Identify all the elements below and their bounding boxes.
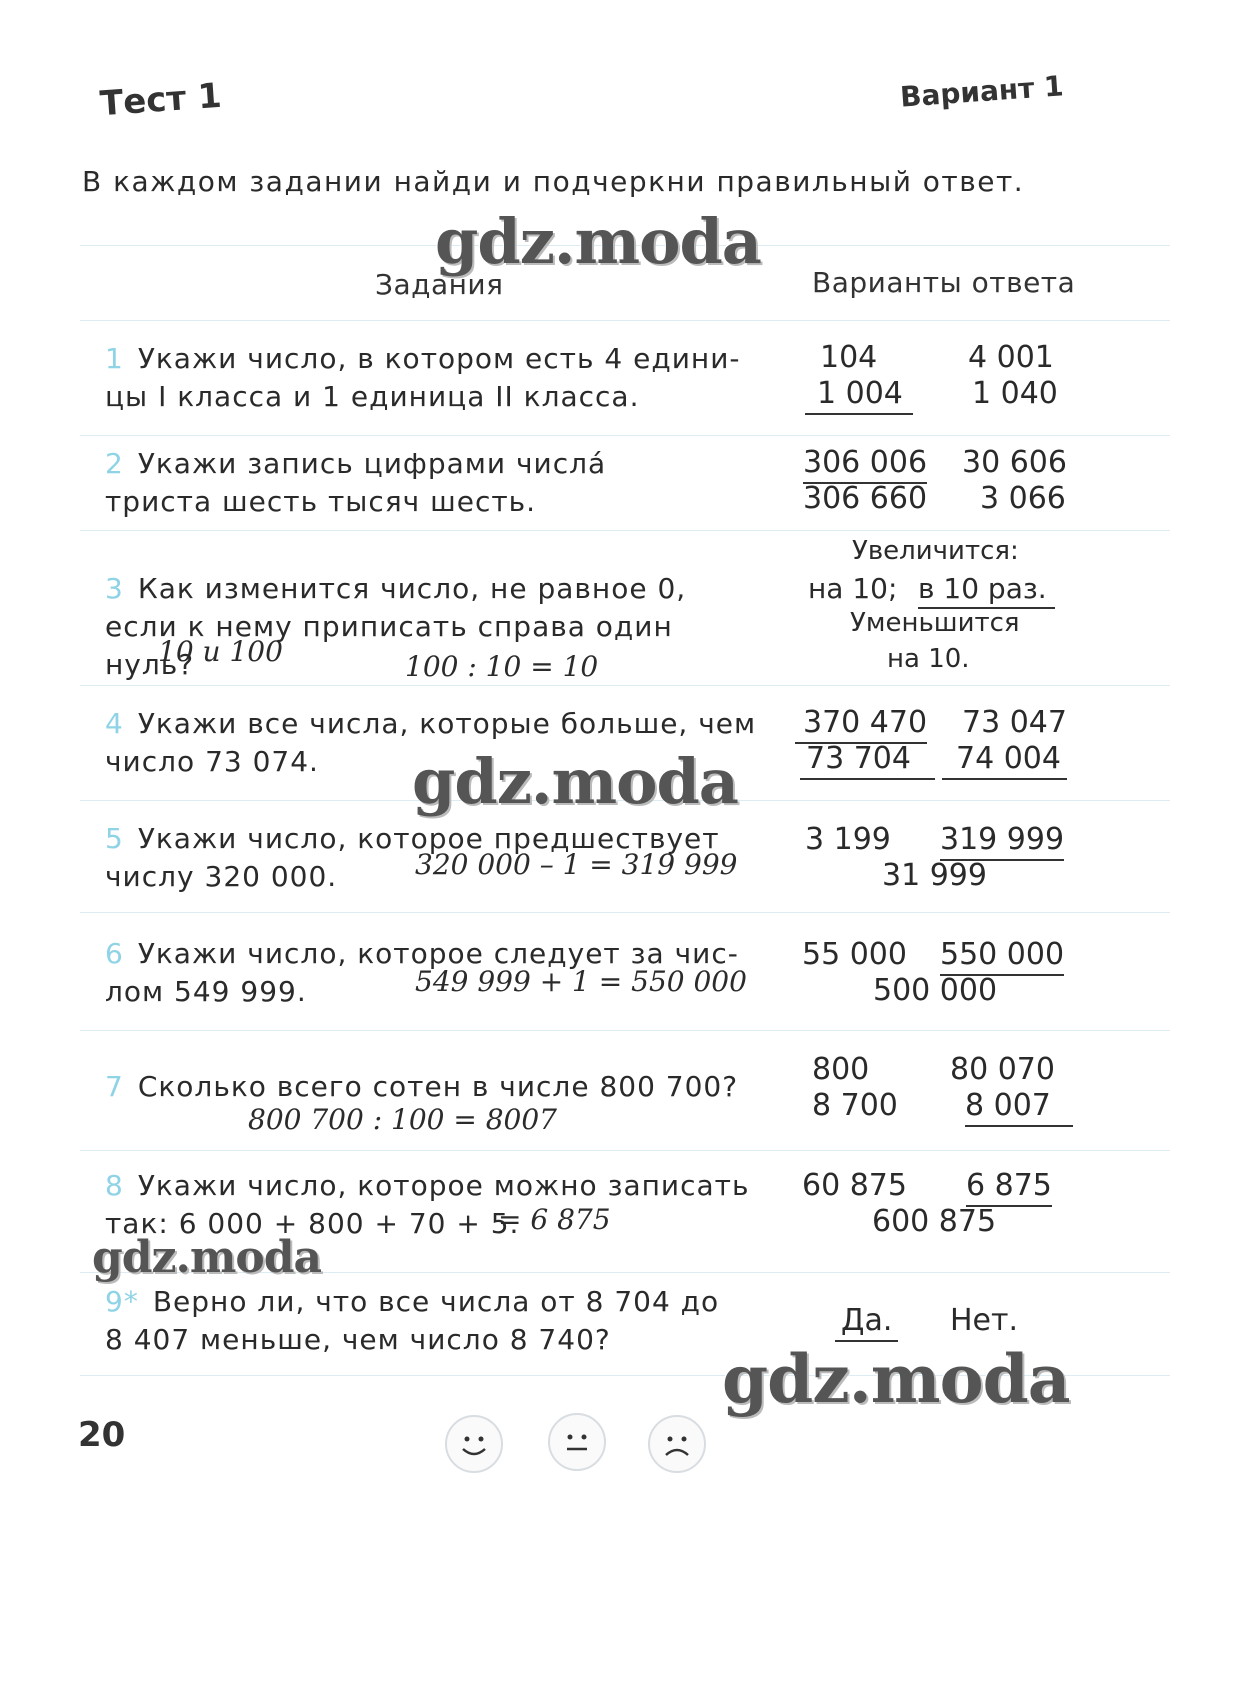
handwritten-note: 549 999 + 1 = 550 000 [415,965,747,998]
task-text: цы I класса и 1 единица II класса. [105,380,640,413]
task-number: 2 [105,447,124,480]
answer-option-underlined[interactable]: 550 000 [940,937,1064,976]
task-text: Укажи число, которое предшествует [137,822,720,855]
smile-icon[interactable] [445,1415,503,1473]
task-text: числу 320 000. [105,860,338,893]
task-text: Как изменится число, не равное 0, [137,572,687,605]
handwritten-note: 100 : 10 = 10 [405,650,599,683]
tasks-column-header: Задания [375,268,504,301]
answer-option-underlined[interactable]: Да. [835,1303,898,1342]
task-text: лом 549 999. [105,975,307,1008]
watermark: gdz.moda [722,1340,1070,1418]
answer-option[interactable]: 1 040 [972,376,1058,411]
divider [80,912,1170,913]
task-text: Сколько всего сотен в числе 800 700? [137,1070,739,1103]
test-title: Тест 1 [98,75,223,125]
task-text: Верно ли, что все числа от 8 704 до [152,1285,720,1318]
answer-option[interactable]: 73 047 [962,705,1067,740]
handwritten-note: 10 и 100 [158,635,283,668]
task-number: 6 [105,937,124,970]
task-9 [105,1283,785,1359]
answer-option[interactable]: 30 606 [962,445,1067,480]
answer-option[interactable]: 104 [820,340,878,375]
answer-option-underlined[interactable]: 319 999 [940,822,1064,861]
task-text: число 73 074. [105,745,319,778]
task-2 [105,445,765,521]
task-number: 9* [105,1285,139,1318]
instruction-text: В каждом задании найди и подчеркни правильный ответ. [82,165,1025,198]
task-text: Укажи все числа, которые больше, чем [137,707,757,740]
task-number: 5 [105,822,124,855]
task-text: так: 6 000 + 800 + 70 + 5. [105,1207,520,1240]
answer-option[interactable]: 500 000 [873,973,998,1008]
answer-option-underlined[interactable]: 370 470 [795,705,927,744]
divider [80,1030,1170,1031]
answer-option[interactable]: 31 999 [882,858,987,893]
answer-option-underlined[interactable]: в 10 раз. [918,572,1055,609]
task-text: Укажи число, которое можно записать [137,1169,750,1202]
task-number: 7 [105,1070,124,1103]
handwritten-note: = 6 875 [498,1203,611,1236]
task-text: если к нему приписать справа один нуль? [105,610,673,681]
answer-option[interactable]: 4 001 [968,340,1054,375]
answer-option-underlined[interactable]: 306 006 [803,445,927,484]
answer-option-underlined[interactable]: 8 007 [965,1088,1073,1127]
task-text: триста шесть тысяч шесть. [105,485,537,518]
answer-option[interactable]: на 10; [808,572,898,605]
divider [80,530,1170,531]
divider [80,435,1170,436]
answer-option-underlined[interactable]: 73 704 [800,741,935,780]
answer-option[interactable]: Нет. [950,1303,1019,1338]
watermark: gdz.moda [92,1232,322,1283]
sad-icon[interactable] [648,1415,706,1473]
watermark: gdz.moda [412,745,738,818]
divider [80,685,1170,686]
handwritten-note: 320 000 – 1 = 319 999 [415,848,738,881]
answer-option[interactable]: 60 875 [802,1168,907,1203]
answer-option[interactable]: 800 [812,1052,870,1087]
watermark: gdz.moda [435,205,761,278]
task-1 [105,340,765,416]
task-text: Укажи число, в котором есть 4 едини- [137,342,741,375]
variant-label: Вариант 1 [899,69,1065,114]
answer-option[interactable]: 3 066 [980,481,1066,516]
answer-option-underlined[interactable]: 6 875 [966,1168,1052,1207]
page-number: 20 [78,1415,126,1455]
answer-option-underlined[interactable]: 1 004 [805,376,913,415]
task-number: 8 [105,1169,124,1202]
answer-option[interactable]: 55 000 [802,937,907,972]
answer-option[interactable]: Увеличится: [852,536,1019,566]
task-text: Укажи запись цифрами числа́ [137,447,607,480]
answer-option[interactable]: 600 875 [872,1204,997,1239]
task-number: 1 [105,342,124,375]
neutral-icon[interactable] [548,1413,606,1471]
answer-option[interactable]: на 10. [887,644,970,674]
answer-option[interactable]: 3 199 [805,822,891,857]
divider [80,320,1170,321]
answer-option[interactable]: 80 070 [950,1052,1055,1087]
task-number: 4 [105,707,124,740]
task-text: Укажи число, которое следует за чис- [137,937,739,970]
divider [80,1150,1170,1151]
handwritten-note: 800 700 : 100 = 8007 [248,1103,557,1136]
task-number: 3 [105,572,124,605]
task-text: 8 407 меньше, чем число 8 740? [105,1323,611,1356]
answer-option-underlined[interactable]: 74 004 [942,741,1067,780]
answer-option[interactable]: 306 660 [803,481,928,516]
answers-column-header: Варианты ответа [812,266,1076,299]
task-7 [105,1068,765,1106]
answer-option[interactable]: 8 700 [812,1088,898,1123]
answer-option[interactable]: Уменьшится [850,608,1020,638]
